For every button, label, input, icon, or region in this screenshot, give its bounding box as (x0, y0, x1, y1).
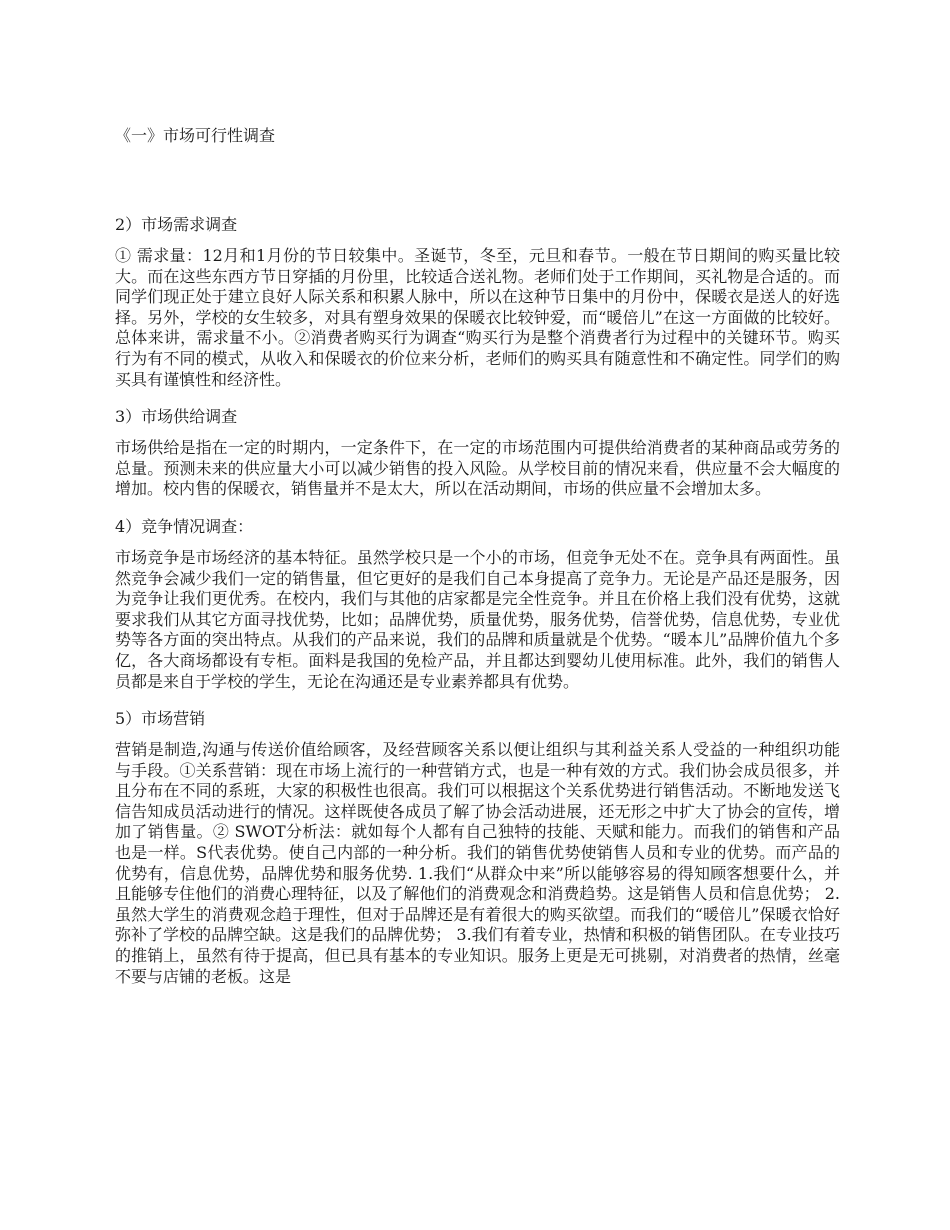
section-heading: 2）市场需求调查 (115, 215, 238, 234)
section-competition (115, 514, 840, 692)
document-title: 《一》市场可行性调查 (115, 126, 276, 145)
section-body: 营销是制造,沟通与传送价值给顾客，及经营顾客关系以便让组织与其利益关系人受益的一种组织功能与手段。①关系营销：现在市场上流行的一种营销方式，也是一种有效的方式。我们协会成员很多，并且分布在不同的系班，大家的积极性也很高。我们可以根据这个关系优势进行销售活动。不断地发送飞信告知成员活动进行的情况。这样既使各成员了解了协会活动进展，还无形之中扩大了协会的宣传，增加了销售量。② SWOT分析法：就如每个人都有自己独特的技能、天赋和能力。而我们的销售和产品也是一样。S代表优势。使自己内部的一种分析。我们的销售优势使销售人员和专业的优势。而产品的优势有，信息优势，品牌优势和服务优势. 1.我们“从群众中来”所以能够容易的得知顾客想要什么，并且能够专住他们的消费心理特征，以及了解他们的消费观念和消费趋势。这是销售人员和信息优势； 2.虽然大学生的消费观念趋于理性，但对于品牌还是有着很大的购买欲望。而我们的“暖倍儿”保暖衣恰好弥补了学校的品牌空缺。这是我们的品牌优势； 3.我们有着专业，热情和积极的销售团队。在专业技巧的推销上，虽然有待于提高，但已具有基本的专业知识。服务上更是无可挑剔，对消费者的热情，丝毫不要与店铺的老板。这是 (115, 740, 840, 986)
section-heading: 4）竞争情况调查： (115, 516, 254, 536)
section-heading: 3）市场供给调查 (115, 407, 238, 427)
section-body: 市场竞争是市场经济的基本特征。虽然学校只是一个小的市场，但竞争无处不在。竞争具有两面性。虽然竞争会减少我们一定的销售量，但它更好的是我们自己本身提高了竞争力。无论是产品还是服务，因为竞争让我们更优秀。在校内，我们与其他的店家都是完全性竞争。并且在价格上我们没有优势，这就要求我们从其它方面寻找优势，比如；品牌优势，质量优势，服务优势，信誉优势，信息优势，专业优势等各方面的突出特点。从我们的产品来说，我们的品牌和质量就是个优势。“暖本儿”品牌价值九个多亿，各大商场都设有专柜。面料是我国的免检产品，并且都达到婴幼儿使用标准。此外，我们的销售人员都是来自于学校的学生，无论在沟通还是专业素养都具有优势。 (115, 547, 840, 691)
section-body: 市场供给是指在一定的时期内，一定条件下，在一定的市场范围内可提供给消费者的某种商品或劳务的总量。预测未来的供应量大小可以减少销售的投入风险。从学校目前的情况来看，供应量不会大幅度的增加。校内售的保暖衣，销售量并不是太大，所以在活动期间，市场的供应量不会增加太多。 (115, 438, 840, 499)
section-market-supply (115, 404, 840, 500)
section-body: ① 需求量：12月和1月份的节日较集中。圣诞节，冬至，元旦和春节。一般在节日期间的购买量比较大。而在这些东西方节日穿插的月份里，比较适合送礼物。老师们处于工作期间，买礼物是合适的。而同学们现正处于建立良好人际关系和积累人脉中，所以在这种节日集中的月份中，保暖衣是送人的好选择。另外，学校的女生较多，对具有塑身效果的保暖衣比较钟爱，而“暖倍儿”在这一方面做的比较好。总体来讲，需求量不小。②消费者购买行为调查“购买行为是整个消费者行为过程中的关键环节。购买行为有不同的模式，从收入和保暖衣的价位来分析，老师们的购买具有随意性和不确定性。同学们的购买具有谨慎性和经济性。 (115, 246, 840, 389)
section-heading: 5）市场营销 (115, 709, 206, 729)
section-marketing (115, 706, 840, 987)
section-market-demand (115, 212, 840, 390)
document-page (115, 122, 840, 1001)
